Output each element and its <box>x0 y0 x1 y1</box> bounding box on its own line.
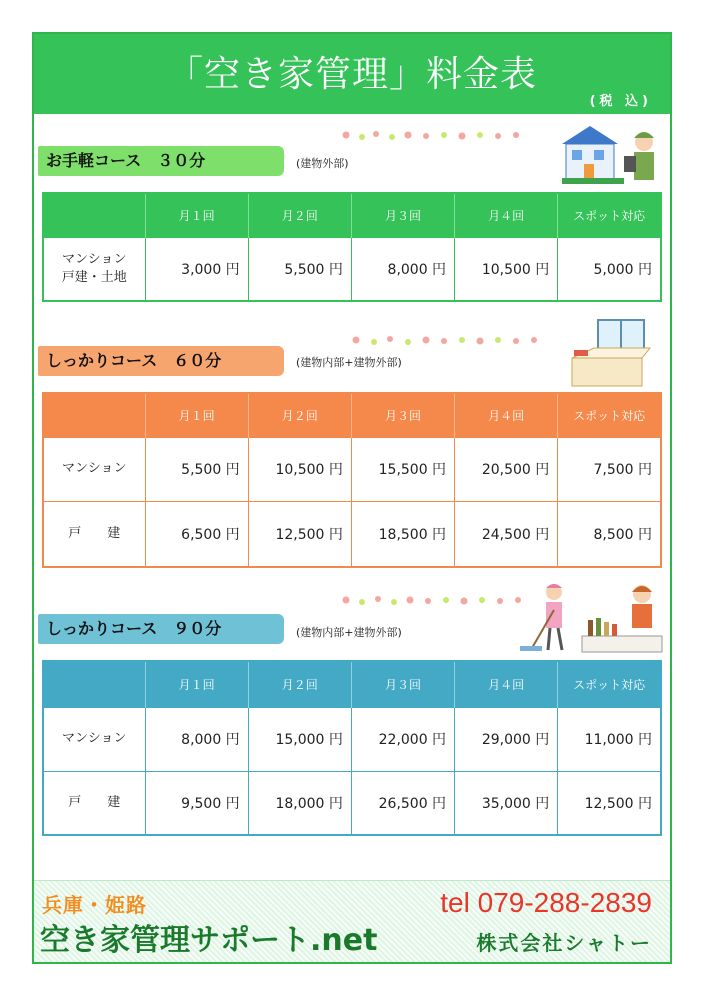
col-header-1: 月１回 <box>145 193 248 237</box>
row-label <box>43 237 145 301</box>
cleaning-staff-illustration <box>518 580 664 656</box>
col-header-blank <box>43 661 145 707</box>
col-header-3: 月３回 <box>351 393 454 437</box>
price-cell: 10,500 円 <box>455 237 558 301</box>
house-inspector-illustration <box>554 116 664 188</box>
tax-note: (税 込) <box>589 94 652 109</box>
price-table-90 <box>42 660 662 836</box>
price-cell: 35,000 円 <box>455 771 558 835</box>
course-note-30: (建物外部) <box>296 157 349 170</box>
table-row <box>43 501 661 567</box>
col-header-2: 月２回 <box>248 661 351 707</box>
col-header-blank <box>43 193 145 237</box>
course-note-90: (建物内部+建物外部) <box>296 626 402 639</box>
price-cell: 20,500 円 <box>455 437 558 501</box>
col-header-spot: スポット対応 <box>558 193 661 237</box>
price-cell: 15,500 円 <box>351 437 454 501</box>
price-cell: 3,000 円 <box>145 237 248 301</box>
col-header-3: 月３回 <box>351 193 454 237</box>
col-header-blank <box>43 393 145 437</box>
price-cell: 22,000 円 <box>351 707 454 771</box>
price-cell: 8,000 円 <box>351 237 454 301</box>
price-cell: 12,500 円 <box>558 771 661 835</box>
col-header-2: 月２回 <box>248 393 351 437</box>
price-cell: 8,000 円 <box>145 707 248 771</box>
footer-region: 兵庫・姫路 <box>42 893 147 917</box>
footer-phone[interactable]: tel 079-288-2839 <box>440 887 652 918</box>
price-cell: 5,000 円 <box>558 237 661 301</box>
course-note-60: (建物内部+建物外部) <box>296 356 402 369</box>
price-sheet <box>32 32 672 964</box>
price-table-30 <box>42 192 662 302</box>
col-header-2: 月２回 <box>248 193 351 237</box>
col-header-3: 月３回 <box>351 661 454 707</box>
col-header-4: 月４回 <box>455 393 558 437</box>
price-cell: 10,500 円 <box>248 437 351 501</box>
page-title: 「空き家管理」料金表 <box>166 54 537 95</box>
price-cell: 24,500 円 <box>455 501 558 567</box>
footer-site-name: 空き家管理サポート.net <box>40 923 378 958</box>
table-row <box>43 437 661 501</box>
table-header-row <box>43 661 661 707</box>
table-row <box>43 771 661 835</box>
row-label: マンション <box>43 437 145 501</box>
course-label-60: しっかりコース ６０分 <box>38 346 284 376</box>
col-header-1: 月１回 <box>145 661 248 707</box>
row-label-line1: マンション <box>62 251 127 267</box>
table-row <box>43 707 661 771</box>
price-cell: 29,000 円 <box>455 707 558 771</box>
footer-company: 株式会社シャトー <box>476 931 652 955</box>
row-label: マンション <box>43 707 145 771</box>
table-row <box>43 237 661 301</box>
col-header-spot: スポット対応 <box>558 393 661 437</box>
price-cell: 7,500 円 <box>558 437 661 501</box>
col-header-spot: スポット対応 <box>558 661 661 707</box>
row-label: 戸 建 <box>43 771 145 835</box>
decorative-dots-1 <box>340 127 530 143</box>
table-header-row <box>43 193 661 237</box>
price-cell: 8,500 円 <box>558 501 661 567</box>
course-label-30: お手軽コース ３０分 <box>38 146 284 176</box>
window-sill-illustration <box>564 318 664 388</box>
decorative-dots-2 <box>350 332 550 348</box>
price-cell: 15,000 円 <box>248 707 351 771</box>
price-cell: 18,000 円 <box>248 771 351 835</box>
course-label-90: しっかりコース ９０分 <box>38 614 284 644</box>
price-cell: 12,500 円 <box>248 501 351 567</box>
price-cell: 18,500 円 <box>351 501 454 567</box>
price-cell: 11,000 円 <box>558 707 661 771</box>
price-cell: 26,500 円 <box>351 771 454 835</box>
decorative-dots-3 <box>340 592 530 608</box>
price-cell: 5,500 円 <box>248 237 351 301</box>
table-header-row <box>43 393 661 437</box>
price-cell: 6,500 円 <box>145 501 248 567</box>
row-label: 戸 建 <box>43 501 145 567</box>
col-header-4: 月４回 <box>455 661 558 707</box>
col-header-4: 月４回 <box>455 193 558 237</box>
row-label-line2: 戸建・土地 <box>61 269 127 285</box>
price-cell: 9,500 円 <box>145 771 248 835</box>
header-banner <box>34 34 670 114</box>
price-table-60 <box>42 392 662 568</box>
price-cell: 5,500 円 <box>145 437 248 501</box>
col-header-1: 月１回 <box>145 393 248 437</box>
footer-banner <box>34 880 670 962</box>
